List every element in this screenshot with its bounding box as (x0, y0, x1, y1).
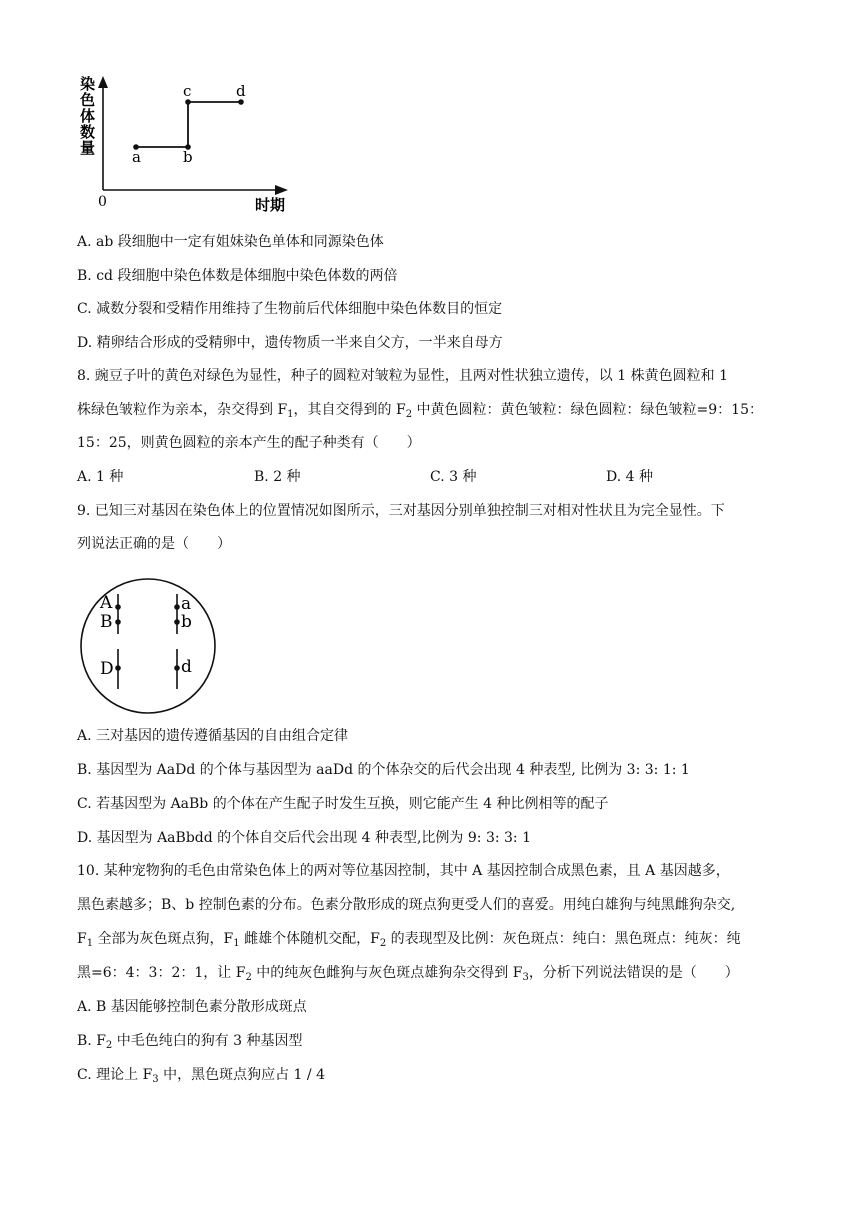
gene-label-B: B (100, 612, 113, 632)
locus-a (174, 604, 180, 610)
x-axis-arrow (275, 185, 288, 195)
y-axis-label-char: 数 (80, 123, 96, 141)
gene-label-d: d (181, 657, 192, 677)
y-axis-label-char: 染 (80, 75, 96, 93)
q10-option-b: B. $F_2$ 中毛色纯白的狗有 3 种基因型 (77, 1033, 303, 1051)
step-line (136, 102, 241, 147)
y-axis-label-char: 体 (80, 107, 96, 125)
y-axis-label (79, 75, 95, 157)
locus-b (174, 619, 180, 625)
chromosome-count-graph (75, 72, 300, 217)
label-c: c (183, 82, 192, 100)
x-axis-label: 时期 (255, 196, 286, 214)
q9-option-c: C. 若基因型为 AaBb 的个体在产生配子时发生互换，则它能产生 4 种比例相等的配子 (77, 796, 609, 812)
locus-A (115, 604, 121, 610)
q9-option-b: B. 基因型为 AaDd 的个体与基因型为 aaDd 的个体杂交的后代会出现 4 种表型, 比例为 3: 3: 1: 1 (77, 762, 690, 778)
gene-label-b: b (181, 612, 192, 632)
q9-option-d: D. 基因型为 AaBbdd 的个体自交后代会出现 4 种表型,比例为 9: 3: 3: 1 (77, 830, 531, 846)
q8-stem-line2: 株绿色皱粒作为亲本，杂交得到 $F_1$，其自交得到的 $F_2$ 中黄色圆粒：黄色皱粒：绿色圆粒：绿色皱粒=9：15： (77, 402, 763, 420)
q10-stem-line1: 10. 某种宠物狗的毛色由常染色体上的两对等位基因控制，其中 A 基因控制合成黑色素，且 A 基因越多， (77, 863, 730, 879)
q8-option-c: C. 3 种 (430, 469, 477, 485)
locus-B (115, 619, 121, 625)
q10-stem-line3: $F_1$ 全部为灰色斑点狗，$F_1$ 雌雄个体随机交配，$F_2$ 的表现型及比例：灰色斑点：纯白：黑色斑点：纯灰：纯 (77, 931, 741, 949)
point-d (238, 99, 244, 105)
q10-option-c: C. 理论上 $F_3$ 中，黑色斑点狗应占 1 / 4 (77, 1067, 325, 1085)
q9-stem-line1: 9. 已知三对基因在染色体上的位置情况如图所示，三对基因分别单独控制三对相对性状且为完全显性。下 (77, 503, 725, 519)
point-c (185, 99, 191, 105)
y-axis-arrow (98, 76, 108, 88)
q7-option-a: A. ab 段细胞中一定有姐妹染色单体和同源染色体 (77, 234, 384, 250)
q8-option-b: B. 2 种 (254, 469, 301, 485)
q10-option-a: A. B 基因能够控制色素分散形成斑点 (77, 999, 307, 1015)
gene-label-a: a (181, 594, 192, 614)
gene-label-A: A (100, 593, 113, 613)
q10-stem-line2: 黑色素越多；B、b 控制色素的分布。色素分散形成的斑点狗更受人们的喜爱。用纯白雄狗与纯黑雌狗杂交, (77, 897, 736, 913)
q8-option-d: D. 4 种 (606, 469, 653, 485)
label-a: a (132, 148, 141, 166)
cell-chromosome-diagram (78, 576, 220, 718)
label-b: b (183, 148, 193, 166)
q9-stem-line2: 列说法正确的是（ ） (77, 536, 231, 552)
q7-option-d: D. 精卵结合形成的受精卵中，遗传物质一半来自父方，一半来自母方 (77, 335, 503, 351)
q10-stem-line4: 黑=6：4：3：2：1，让 $F_2$ 中的纯灰色雌狗与灰色斑点雄狗杂交得到 $F_3$，分析下列说法错误的是（ ） (77, 965, 739, 983)
y-axis-label-char: 色 (80, 91, 96, 109)
locus-d (174, 665, 180, 671)
gene-label-D: D (100, 659, 114, 679)
label-d: d (236, 82, 246, 100)
q7-option-c: C. 减数分裂和受精作用维持了生物前后代体细胞中染色体数目的恒定 (77, 301, 503, 317)
y-axis-label-char: 量 (80, 139, 96, 157)
origin-label: 0 (98, 194, 107, 210)
q8-stem-line1: 8. 豌豆子叶的黄色对绿色为显性，种子的圆粒对皱粒为显性，且两对性状独立遗传，以 1 株黄色圆粒和 1 (77, 368, 728, 384)
q8-stem-line3: 15：25，则黄色圆粒的亲本产生的配子种类有（ ） (77, 435, 421, 451)
q7-option-b: B. cd 段细胞中染色体数是体细胞中染色体数的两倍 (77, 268, 398, 284)
q9-option-a: A. 三对基因的遗传遵循基因的自由组合定律 (77, 728, 349, 744)
locus-D (115, 665, 121, 671)
q8-option-a: A. 1 种 (77, 469, 124, 485)
